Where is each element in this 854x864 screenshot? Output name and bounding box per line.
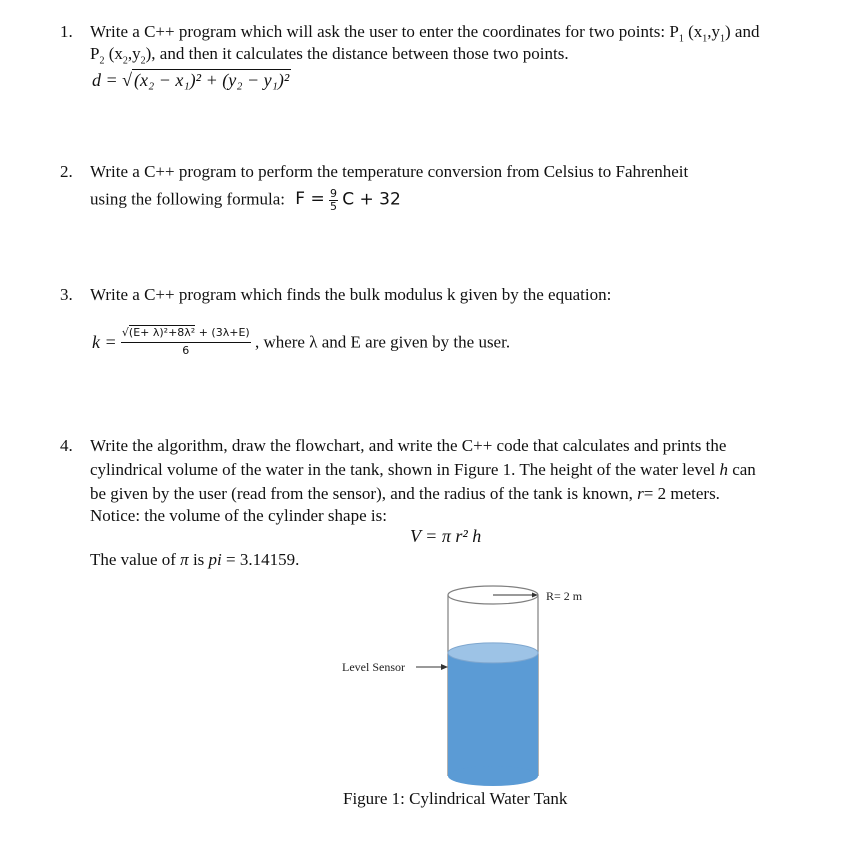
question-2-line-1: Write a C++ program to perform the temperature conversion from Celsius to Fahrenheit: [90, 162, 689, 181]
question-1-line-1: Write a C++ program which will ask the user to enter the coordinates for two points: $P_1$ $(x_1,y_1)$ and: [90, 22, 760, 45]
question-4-line-3: be given by the user (read from the sensor), and the radius of the tank is known, r= 2 meters.: [90, 484, 720, 503]
water-tank-figure: [330, 578, 630, 793]
distance-formula: d = √ (x₂ − x₁)² + (y₂ − y₁)²: [92, 70, 290, 90]
water-surface: [448, 643, 538, 663]
volume-formula: V = π r² h: [410, 526, 482, 546]
sqrt-sign: √ (x₂ − x₁)² + (y₂ − y₁)²: [122, 70, 290, 90]
question-number: 1.: [60, 22, 73, 41]
question-number: 3.: [60, 285, 73, 304]
fraction: $\frac{9}{5}$: [329, 187, 337, 213]
water-bottom: [448, 766, 538, 786]
formula-fraction: $\frac{\text{√(E+ λ)²+8λ² + (3λ+E)}}{6}$: [121, 326, 250, 357]
pi-value: The value of π is pi = 3.14159.: [90, 550, 300, 569]
question-number: 2.: [60, 162, 73, 181]
water-body: [448, 643, 538, 786]
water-column: [448, 653, 538, 776]
question-4-line-1: Write the algorithm, draw the flowchart, and write the C++ code that calculates and prints the: [90, 436, 727, 455]
radius-label: R= 2 m: [546, 589, 583, 603]
figure-caption: Figure 1: Cylindrical Water Tank: [343, 789, 568, 808]
question-4-line-2: cylindrical volume of the water in the tank, shown in Figure 1. The height of the water level h can: [90, 460, 756, 479]
question-1-line-2: $P_2$ $(x_2,y_2)$, and then it calculates the distance between those two points.: [90, 44, 569, 67]
question-2-line-2: using the following formula: F = $\frac{9}{5}$ C + 32: [90, 187, 401, 213]
bulk-modulus-formula: k = $\frac{\text{√(E+ λ)²+8λ² + (3λ+E)}}{6}$ , where λ and E are given by the user.: [92, 326, 511, 357]
level-sensor-label: Level Sensor: [342, 660, 405, 674]
sensor-arrow-head: [441, 664, 448, 670]
question-3-line-1: Write a C++ program which finds the bulk modulus k given by the equation:: [90, 285, 612, 304]
question-number: 4.: [60, 436, 73, 455]
question-4-line-4: Notice: the volume of the cylinder shape is:: [90, 506, 387, 525]
